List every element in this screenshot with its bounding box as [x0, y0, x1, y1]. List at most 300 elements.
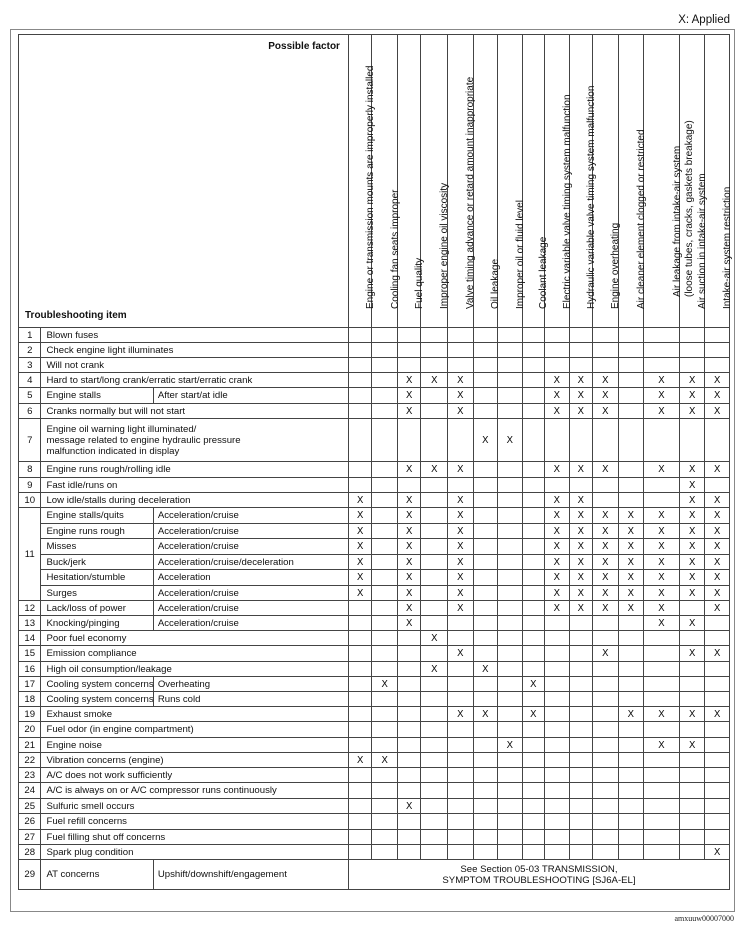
table-row — [19, 419, 730, 462]
applied-mark: X — [644, 586, 680, 601]
empty-cell — [545, 631, 570, 646]
troubleshooting-item: Lack/loss of power — [41, 601, 153, 616]
empty-cell — [348, 478, 371, 493]
empty-cell — [618, 462, 644, 478]
applied-mark: X — [448, 493, 474, 508]
empty-cell — [522, 601, 544, 616]
applied-mark: X — [569, 462, 592, 478]
empty-cell — [498, 845, 523, 860]
empty-cell — [498, 586, 523, 601]
empty-cell — [593, 328, 619, 343]
applied-mark: X — [448, 646, 474, 662]
applied-mark: X — [679, 539, 705, 555]
applied-mark: X — [473, 707, 498, 722]
applied-mark: X — [705, 373, 730, 388]
applied-mark: X — [348, 555, 371, 570]
empty-cell — [498, 722, 523, 738]
applied-mark: X — [644, 373, 680, 388]
applied-mark: X — [705, 462, 730, 478]
row-number: 7 — [19, 419, 41, 462]
empty-cell — [372, 601, 398, 616]
applied-mark: X — [644, 601, 680, 616]
applied-mark: X — [705, 601, 730, 616]
empty-cell — [644, 753, 680, 768]
empty-cell — [618, 388, 644, 404]
empty-cell — [593, 768, 619, 783]
applied-mark: X — [545, 555, 570, 570]
table-row — [19, 646, 730, 662]
empty-cell — [522, 768, 544, 783]
applied-mark: X — [372, 753, 398, 768]
empty-cell — [372, 358, 398, 373]
empty-cell — [448, 343, 474, 358]
applied-mark: X — [705, 404, 730, 419]
empty-cell — [448, 616, 474, 631]
applied-mark: X — [593, 404, 619, 419]
empty-cell — [593, 707, 619, 722]
empty-cell — [448, 631, 474, 646]
applied-mark: X — [593, 555, 619, 570]
applied-mark: X — [593, 462, 619, 478]
empty-cell — [397, 707, 420, 722]
empty-cell — [397, 738, 420, 753]
empty-cell — [705, 722, 730, 738]
empty-cell — [644, 493, 680, 508]
empty-cell — [421, 570, 448, 586]
applied-mark: X — [397, 462, 420, 478]
note-line: SYMPTOM TROUBLESHOOTING [SJ6A-EL] — [442, 874, 636, 886]
applied-mark: X — [421, 662, 448, 677]
empty-cell — [348, 662, 371, 677]
see-section-note — [348, 860, 729, 890]
empty-cell — [498, 692, 523, 707]
applied-mark: X — [679, 570, 705, 586]
empty-cell — [498, 508, 523, 524]
table-row — [19, 358, 730, 373]
item-line: message related to engine hydraulic pressure — [46, 434, 241, 446]
empty-cell — [644, 768, 680, 783]
empty-cell — [545, 707, 570, 722]
empty-cell — [473, 646, 498, 662]
empty-cell — [372, 570, 398, 586]
empty-cell — [372, 388, 398, 404]
empty-cell — [348, 722, 371, 738]
applied-mark: X — [448, 462, 474, 478]
applied-mark: X — [593, 508, 619, 524]
empty-cell — [545, 662, 570, 677]
empty-cell — [372, 707, 398, 722]
table-row — [19, 631, 730, 646]
applied-mark: X — [705, 646, 730, 662]
empty-cell — [348, 707, 371, 722]
applied-mark: X — [644, 738, 680, 753]
troubleshooting-item: Check engine light illuminates — [41, 343, 348, 358]
empty-cell — [618, 830, 644, 845]
empty-cell — [569, 738, 592, 753]
empty-cell — [473, 586, 498, 601]
applied-mark: X — [397, 570, 420, 586]
empty-cell — [618, 373, 644, 388]
factor-header — [679, 35, 709, 328]
empty-cell — [348, 388, 371, 404]
empty-cell — [679, 358, 705, 373]
empty-cell — [348, 601, 371, 616]
empty-cell — [545, 419, 570, 462]
table-row — [19, 768, 730, 783]
table-row — [19, 586, 730, 601]
empty-cell — [372, 646, 398, 662]
applied-mark: X — [397, 586, 420, 601]
empty-cell — [522, 586, 544, 601]
empty-cell — [618, 419, 644, 462]
applied-mark: X — [348, 539, 371, 555]
empty-cell — [372, 738, 398, 753]
applied-mark: X — [569, 524, 592, 539]
row-number: 4 — [19, 373, 41, 388]
empty-cell — [473, 722, 498, 738]
applied-mark: X — [679, 586, 705, 601]
empty-cell — [522, 555, 544, 570]
empty-cell — [473, 830, 498, 845]
empty-cell — [545, 814, 570, 830]
empty-cell — [473, 328, 498, 343]
empty-cell — [618, 845, 644, 860]
empty-cell — [372, 478, 398, 493]
empty-cell — [498, 662, 523, 677]
empty-cell — [593, 738, 619, 753]
empty-cell — [348, 814, 371, 830]
empty-cell — [448, 328, 474, 343]
table-row — [19, 814, 730, 830]
factor-header — [593, 35, 622, 328]
empty-cell — [421, 524, 448, 539]
applied-mark: X — [397, 524, 420, 539]
table-row — [19, 570, 730, 586]
applied-mark: X — [397, 539, 420, 555]
empty-cell — [545, 692, 570, 707]
empty-cell — [545, 753, 570, 768]
row-number: 21 — [19, 738, 41, 753]
empty-cell — [522, 783, 544, 799]
empty-cell — [421, 508, 448, 524]
empty-cell — [593, 799, 619, 814]
troubleshooting-item: Cranks normally but will not start — [41, 404, 348, 419]
troubleshooting-item: Vibration concerns (engine) — [41, 753, 348, 768]
empty-cell — [421, 646, 448, 662]
troubleshooting-item: A/C does not work sufficiently — [41, 768, 348, 783]
applied-mark: X — [644, 524, 680, 539]
applied-mark: X — [448, 586, 474, 601]
applied-mark: X — [705, 493, 730, 508]
empty-cell — [448, 799, 474, 814]
empty-cell — [569, 646, 592, 662]
legend: X: Applied — [678, 14, 730, 26]
row-number: 6 — [19, 404, 41, 419]
empty-cell — [448, 738, 474, 753]
empty-cell — [545, 677, 570, 692]
empty-cell — [569, 799, 592, 814]
empty-cell — [522, 373, 544, 388]
empty-cell — [348, 738, 371, 753]
empty-cell — [679, 814, 705, 830]
empty-cell — [593, 493, 619, 508]
condition: Acceleration/cruise — [153, 616, 348, 631]
empty-cell — [397, 631, 420, 646]
empty-cell — [421, 328, 448, 343]
empty-cell — [498, 388, 523, 404]
troubleshooting-item: Engine runs rough — [41, 524, 153, 539]
empty-cell — [522, 462, 544, 478]
applied-mark: X — [448, 707, 474, 722]
condition: Acceleration — [153, 570, 348, 586]
empty-cell — [421, 799, 448, 814]
empty-cell — [679, 343, 705, 358]
applied-mark: X — [397, 508, 420, 524]
applied-mark: X — [448, 508, 474, 524]
empty-cell — [545, 722, 570, 738]
empty-cell — [618, 722, 644, 738]
table-row — [19, 616, 730, 631]
empty-cell — [348, 616, 371, 631]
empty-cell — [522, 570, 544, 586]
applied-mark: X — [569, 586, 592, 601]
applied-mark: X — [545, 493, 570, 508]
factor-label: Valve timing advance or retard amount inappropriate — [465, 76, 477, 309]
applied-mark: X — [679, 404, 705, 419]
table-row — [19, 539, 730, 555]
empty-cell — [397, 768, 420, 783]
applied-mark: X — [679, 493, 705, 508]
factor-label: (loose tubes, cracks, gaskets breakage) — [684, 120, 696, 297]
empty-cell — [618, 814, 644, 830]
empty-cell — [569, 662, 592, 677]
empty-cell — [498, 814, 523, 830]
applied-mark: X — [618, 524, 644, 539]
empty-cell — [397, 343, 420, 358]
empty-cell — [397, 722, 420, 738]
empty-cell — [473, 404, 498, 419]
empty-cell — [421, 404, 448, 419]
applied-mark: X — [348, 570, 371, 586]
troubleshooting-item: Exhaust smoke — [41, 707, 348, 722]
empty-cell — [522, 722, 544, 738]
empty-cell — [372, 662, 398, 677]
applied-mark: X — [644, 555, 680, 570]
empty-cell — [421, 830, 448, 845]
empty-cell — [498, 601, 523, 616]
empty-cell — [569, 768, 592, 783]
applied-mark: X — [569, 539, 592, 555]
applied-mark: X — [705, 570, 730, 586]
applied-mark: X — [397, 601, 420, 616]
empty-cell — [618, 783, 644, 799]
empty-cell — [569, 677, 592, 692]
empty-cell — [473, 524, 498, 539]
troubleshooting-item: Fuel filling shut off concerns — [41, 830, 348, 845]
item-line: malfunction indicated in display — [46, 445, 180, 457]
empty-cell — [522, 799, 544, 814]
table-row — [19, 692, 730, 707]
empty-cell — [448, 692, 474, 707]
empty-cell — [593, 343, 619, 358]
empty-cell — [644, 662, 680, 677]
empty-cell — [522, 646, 544, 662]
applied-mark: X — [679, 373, 705, 388]
factor-label: Electric variable valve timing system malfunction — [561, 94, 573, 309]
applied-mark: X — [545, 462, 570, 478]
empty-cell — [397, 814, 420, 830]
applied-mark: X — [618, 601, 644, 616]
empty-cell — [618, 493, 644, 508]
empty-cell — [473, 799, 498, 814]
empty-cell — [372, 555, 398, 570]
empty-cell — [618, 799, 644, 814]
applied-mark: X — [448, 404, 474, 419]
empty-cell — [473, 343, 498, 358]
table-row — [19, 845, 730, 860]
empty-cell — [593, 814, 619, 830]
troubleshooting-item: Surges — [41, 586, 153, 601]
empty-cell — [679, 830, 705, 845]
empty-cell — [593, 478, 619, 493]
empty-cell — [498, 524, 523, 539]
troubleshooting-item: Cooling system concerns — [41, 677, 153, 692]
empty-cell — [448, 358, 474, 373]
empty-cell — [679, 328, 705, 343]
condition: Acceleration/cruise/deceleration — [153, 555, 348, 570]
troubleshooting-item: Spark plug condition — [41, 845, 348, 860]
empty-cell — [348, 328, 371, 343]
troubleshooting-item-label: Troubleshooting item — [25, 310, 127, 321]
empty-cell — [569, 343, 592, 358]
table-row — [19, 373, 730, 388]
empty-cell — [372, 616, 398, 631]
row-number: 12 — [19, 601, 41, 616]
empty-cell — [421, 601, 448, 616]
table-row — [19, 783, 730, 799]
empty-cell — [498, 646, 523, 662]
empty-cell — [372, 845, 398, 860]
applied-mark: X — [397, 388, 420, 404]
factor-label: Air leakage from intake-air system — [672, 145, 684, 297]
empty-cell — [705, 616, 730, 631]
applied-mark: X — [705, 539, 730, 555]
empty-cell — [372, 722, 398, 738]
empty-cell — [593, 845, 619, 860]
applied-mark: X — [448, 388, 474, 404]
troubleshooting-item: A/C is always on or A/C compressor runs continuously — [41, 783, 348, 799]
empty-cell — [421, 722, 448, 738]
empty-cell — [679, 601, 705, 616]
empty-cell — [705, 478, 730, 493]
empty-cell — [679, 631, 705, 646]
empty-cell — [421, 388, 448, 404]
applied-mark: X — [421, 631, 448, 646]
empty-cell — [421, 783, 448, 799]
factor-header — [545, 35, 573, 328]
applied-mark: X — [545, 388, 570, 404]
factor-header — [569, 35, 597, 328]
empty-cell — [569, 419, 592, 462]
empty-cell — [421, 692, 448, 707]
applied-mark: X — [593, 373, 619, 388]
empty-cell — [705, 692, 730, 707]
empty-cell — [421, 539, 448, 555]
empty-cell — [473, 738, 498, 753]
empty-cell — [348, 768, 371, 783]
empty-cell — [397, 646, 420, 662]
empty-cell — [569, 692, 592, 707]
applied-mark: X — [679, 616, 705, 631]
applied-mark: X — [545, 586, 570, 601]
factor-header — [372, 35, 401, 328]
applied-mark: X — [618, 570, 644, 586]
empty-cell — [498, 753, 523, 768]
applied-mark: X — [397, 799, 420, 814]
empty-cell — [569, 845, 592, 860]
table-row — [19, 799, 730, 814]
troubleshooting-item: Buck/jerk — [41, 555, 153, 570]
empty-cell — [448, 783, 474, 799]
empty-cell — [372, 783, 398, 799]
applied-mark: X — [421, 373, 448, 388]
empty-cell — [593, 753, 619, 768]
empty-cell — [473, 539, 498, 555]
applied-mark: X — [679, 707, 705, 722]
row-number: 16 — [19, 662, 41, 677]
header-corner — [19, 35, 349, 328]
factor-header — [348, 35, 377, 328]
applied-mark: X — [593, 586, 619, 601]
row-number: 18 — [19, 692, 41, 707]
empty-cell — [473, 508, 498, 524]
empty-cell — [618, 768, 644, 783]
table-row — [19, 601, 730, 616]
empty-cell — [448, 814, 474, 830]
applied-mark: X — [448, 570, 474, 586]
factor-label: Engine overheating — [610, 222, 622, 309]
empty-cell — [421, 586, 448, 601]
empty-cell — [679, 692, 705, 707]
empty-cell — [372, 373, 398, 388]
applied-mark: X — [348, 508, 371, 524]
empty-cell — [644, 478, 680, 493]
empty-cell — [679, 753, 705, 768]
empty-cell — [644, 830, 680, 845]
empty-cell — [705, 799, 730, 814]
table-row — [19, 738, 730, 753]
empty-cell — [593, 692, 619, 707]
empty-cell — [372, 768, 398, 783]
empty-cell — [522, 830, 544, 845]
row-number: 24 — [19, 783, 41, 799]
applied-mark: X — [448, 555, 474, 570]
empty-cell — [705, 753, 730, 768]
troubleshooting-item: Low idle/stalls during deceleration — [41, 493, 348, 508]
empty-cell — [448, 662, 474, 677]
table-row — [19, 404, 730, 419]
empty-cell — [473, 555, 498, 570]
empty-cell — [473, 845, 498, 860]
factor-label: Air suction in intake-air system — [697, 173, 709, 309]
empty-cell — [397, 783, 420, 799]
empty-cell — [545, 768, 570, 783]
row-number: 2 — [19, 343, 41, 358]
empty-cell — [618, 358, 644, 373]
empty-cell — [348, 419, 371, 462]
troubleshooting-item: Poor fuel economy — [41, 631, 348, 646]
empty-cell — [522, 616, 544, 631]
